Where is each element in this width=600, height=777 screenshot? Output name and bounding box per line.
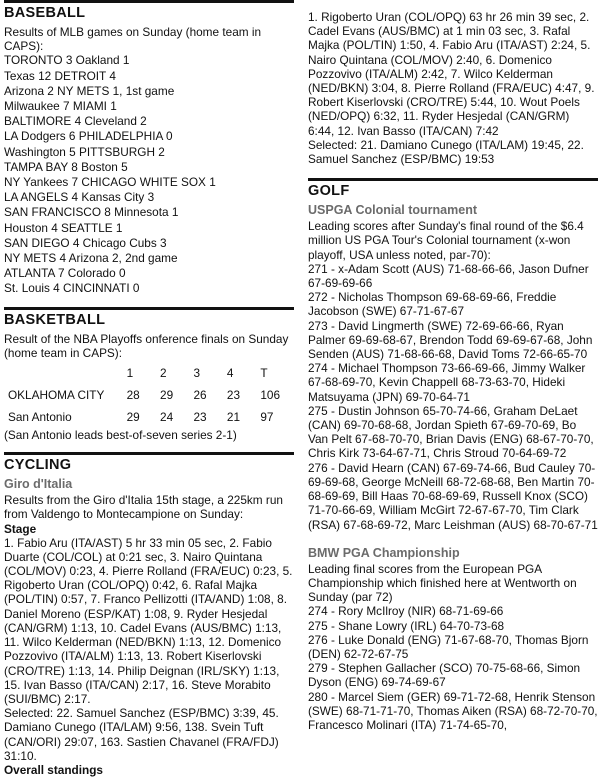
result-line: Milwaukee 7 MIAMI 1 <box>4 99 117 114</box>
golf-entry: 274 - Rory McIlroy (NIR) 68-71-69-66 <box>308 604 504 619</box>
stage-results: 1. Fabio Aru (ITA/AST) 5 hr 33 min 05 sec, 2. Fabio Duarte (COL/COL) at 0:21 sec, 3. Nairo Quintana (COL/MOV) 0:23, 4. Pierre Rolland (FRA/EUC) 0:23, 5. Rigoberto Uran (COL/OPQ) 0:42, 6. Rafal Majka (POL/TIN) 0:57, 7. Franco Pellizotti (ITA/AND) 1:08, 8. Daniel Moreno (ESP/KAT) 1:08, 9. Ryder Hesjedal (CAN/GRM) 1:13, 10. Cadel Evans (AUS/BMC) 1:13, 11. Wilco Kelderman (NED/BKN) 1:13, 12. Domenico Pozzovivo (ITA/ALM) 1:13, 13. Robert Kiserlovski (CRO/TRE) 1:13, 14. Philip Deignan (IRL/SKY) 1:13, 15. Ivan Basso (ITA/CAN) 2:17, 16. Steve Morabito (SUI/BMC) 2:17. <box>4 535 293 706</box>
stage-selected: Selected: 22. Samuel Sanchez (ESP/BMC) 3:39, 45. Damiano Cunego (ITA/LAM) 9:56, 138. Svein Tuft (CAN/ORI) 29:07, 163. Sastien Chavanel (FRA/FDJ) 31:10. <box>4 706 279 763</box>
basketball-intro: Result of the NBA Playoffs onference finals on Sunday (home team in CAPS): <box>4 331 289 360</box>
bmw-subhead: BMW PGA Championship <box>308 545 460 560</box>
cycling-heading: CYCLING <box>4 452 294 473</box>
overall-standings-text: 1. Rigoberto Uran (COL/OPQ) 63 hr 26 min 39 sec, 2. Cadel Evans (AUS/BMC) at 1 min 03 sec, 3. Rafal Majka (POL/TIN) 1:50, 4. Fabio Aru (ITA/AST) 2:24, 5. Nairo Quintana (COL/MOV) 2:40, 6. Domenico Pozzovivo (ITA/ALM) 2:42, 7. Wilco Kelderman (NED/BKN) 3:04, 8. Pierre Rolland (FRA/EUC) 4:47, 9. Robert Kiserlovski (CRO/TRE) 5:44, 10. Wout Poels (NED/OPQ) 6:32, 11. Ryder Hesjedal (CAN/GRM) 6:44, 12. Ivan Basso (ITA/CAN) 7:42 <box>308 10 595 138</box>
table-row: OKLAHOMA CITY 28 29 26 23 106 <box>8 388 281 403</box>
overall-selected: Selected: 21. Damiano Cunego (ITA/LAM) 19:45, 22. Samuel Sanchez (ESP/BMC) 19:53 <box>308 137 584 167</box>
result-line: SAN DIEGO 4 Chicago Cubs 3 <box>4 235 167 250</box>
result-line: LA ANGELS 4 Kansas City 3 <box>4 190 155 205</box>
result-line: Washington 5 PITTSBURGH 2 <box>4 144 165 159</box>
golf-entry: 280 - Marcel Siem (GER) 69-71-72-68, Henrik Stenson (SWE) 68-71-71-70, Thomas Aiken (RSA) 68-72-70-70, Francesco Molinari (ITA) 71-74-65-70, <box>308 689 598 732</box>
golf-entry: 279 - Stephen Gallacher (SCO) 70-75-68-66, Simon Dyson (ENG) 69-74-69-67 <box>308 661 581 690</box>
baseball-heading: BASEBALL <box>4 0 294 21</box>
uspga-subhead: USPGA Colonial tournament <box>308 203 477 218</box>
result-line: NY METS 4 Arizona 2, 2nd game <box>4 251 178 266</box>
bmw-intro: Leading final scores from the European PGA Championship which finished here at Wentworth on Sunday (par 72) <box>308 561 577 605</box>
overall-standings-label: Overall standings <box>4 762 103 777</box>
golf-entry: 271 - x-Adam Scott (AUS) 71-68-66-66, Jason Dufner 67-69-69-66 <box>308 261 589 291</box>
result-line: TAMPA BAY 8 Boston 5 <box>4 159 128 174</box>
basketball-score-table <box>4 362 294 428</box>
result-line: Arizona 2 NY METS 1, 1st game <box>4 83 175 98</box>
golf-entry: 276 - Luke Donald (ENG) 71-67-68-70, Thomas Bjorn (DEN) 62-72-67-75 <box>308 632 589 661</box>
uspga-intro: Leading scores after Sunday's final round of the $6.4 million US PGA Tour's Colonial tournament (x-won playoff, USA unless noted, par-70): <box>308 219 584 262</box>
right-column <box>308 10 598 732</box>
result-line: NY Yankees 7 CHICAGO WHITE SOX 1 <box>4 175 216 190</box>
baseball-results <box>4 53 294 296</box>
result-line: Texas 12 DETROIT 4 <box>4 68 116 83</box>
baseball-intro: Results of MLB games on Sunday (home team in CAPS): <box>4 25 262 54</box>
result-line: ATLANTA 7 Colorado 0 <box>4 266 126 281</box>
result-line: Houston 4 SEATTLE 1 <box>4 220 123 235</box>
cycling-subhead: Giro d'Italia <box>4 477 73 492</box>
table-row: San Antonio 29 24 23 21 97 <box>8 410 274 425</box>
golf-heading: GOLF <box>308 178 598 199</box>
table-header-row: 1 2 3 4 T <box>126 366 268 381</box>
basketball-heading: BASKETBALL <box>4 307 294 328</box>
golf-entry: 276 - David Hearn (CAN) 67-69-74-66, Bud Cauley 70-69-69-68, George McNeill 68-72-68-68, Ben Martin 70-68-69-69, Bill Haas 70-68-69-69, Russell Knox (SCO) 71-70-66-69, William McGirt 72-67-67-70, Tim Clark (RSA) 67-68-69-72, Marc Leishman (AUS) 68-70-67-71 <box>308 460 598 532</box>
golf-entry: 274 - Michael Thompson 73-66-69-66, Jimmy Walker 67-68-69-70, Kevin Chappell 68-73-63-70, Hideki Matsuyama (JPN) 69-70-64-71 <box>308 361 586 404</box>
result-line: St. Louis 4 CINCINNATI 0 <box>4 281 140 296</box>
golf-entry: 275 - Shane Lowry (IRL) 64-70-73-68 <box>308 618 505 633</box>
result-line: SAN FRANCISCO 8 Minnesota 1 <box>4 205 179 220</box>
result-line: LA Dodgers 6 PHILADELPHIA 0 <box>4 129 173 144</box>
golf-entry: 273 - David Lingmerth (SWE) 72-69-66-66, Ryan Palmer 69-69-68-67, Brendon Todd 69-69-67-68, John Senden (AUS) 71-68-66-68, David Toms 72-66-65-70 <box>308 318 593 362</box>
result-line: TORONTO 3 Oakland 1 <box>4 53 130 68</box>
stage-label: Stage <box>4 521 37 536</box>
golf-entry: 272 - Nicholas Thompson 69-68-69-66, Freddie Jacobson (SWE) 67-71-67-67 <box>308 290 557 319</box>
basketball-series-note: (San Antonio leads best-of-seven series 2-1) <box>4 428 237 443</box>
cycling-intro: Results from the Giro d'Italia 15th stage, a 225km run from Valdengo to Montecampione on Sunday: <box>4 493 283 522</box>
left-column <box>4 0 294 777</box>
golf-entry: 275 - Dustin Johnson 65-70-74-66, Graham DeLaet (CAN) 69-70-68-68, Jordan Spieth 67-69-70-69, Bo Van Pelt 67-68-70-70, Brian Davis (ENG) 68-67-70-70, Chris Kirk 73-64-67-71, Chris Stroud 70-64-69-72 <box>308 403 594 461</box>
result-line: BALTIMORE 4 Cleveland 2 <box>4 114 147 129</box>
